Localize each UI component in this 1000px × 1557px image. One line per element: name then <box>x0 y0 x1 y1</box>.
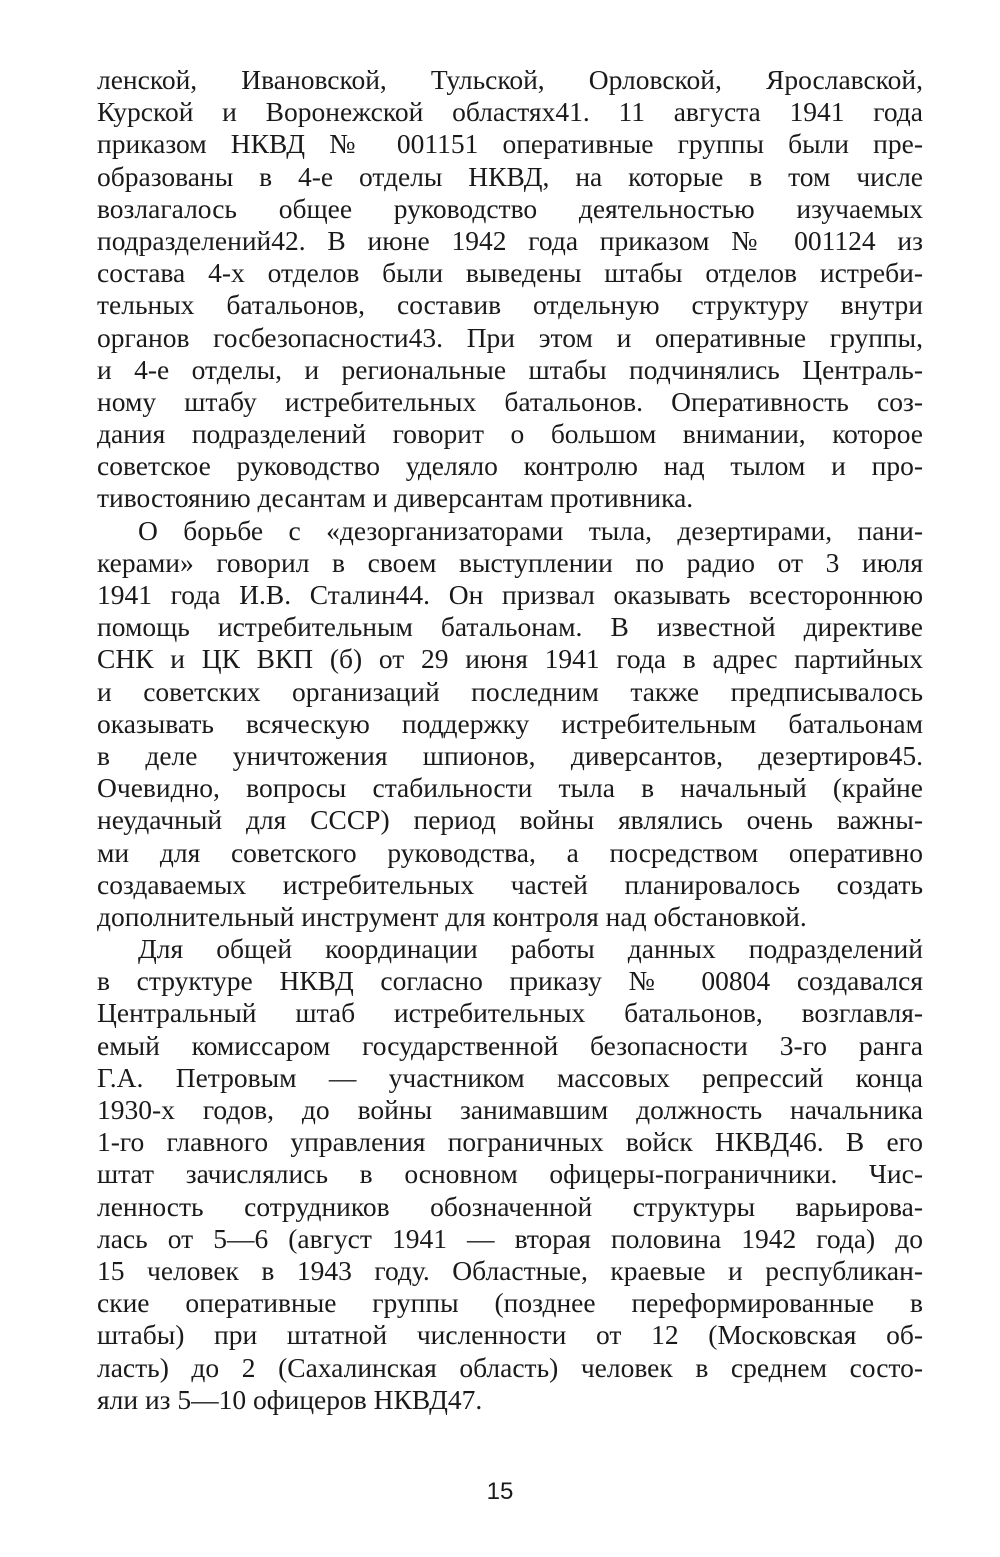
text-line: тивостоянию десантам и диверсантам противника. <box>97 482 694 514</box>
text-line: возлагалось общее руководство деятельностью изучаемых <box>97 192 923 224</box>
paragraph-1 <box>97 64 923 515</box>
text-line: емый комиссаром государственной безопасности 3-го ранга <box>97 1029 923 1061</box>
text-line: помощь истребительным батальонам. В известной директиве <box>97 611 923 643</box>
text-line: тельных батальонов, составив отдельную структуру внутри <box>97 289 923 321</box>
text-line: Центральный штаб истребительных батальонов, возглавля- <box>97 997 923 1029</box>
text-line: ми для советского руководства, а посредством оперативно <box>97 836 923 868</box>
text-line: Курской и Воронежской областях41. 11 августа 1941 года <box>97 96 923 128</box>
text-line: советское руководство уделяло контролю над тылом и про- <box>97 450 923 482</box>
text-line: в деле уничтожения шпионов, диверсантов, дезертиров45. <box>97 739 923 771</box>
text-line: и советских организаций последним также предписывалось <box>97 675 923 707</box>
text-line: ному штабу истребительных батальонов. Оперативность соз- <box>97 385 923 417</box>
text-line: неудачный для СССР) период войны являлись очень важны- <box>97 804 923 836</box>
text-line: и 4-е отделы, и региональные штабы подчинялись Централь- <box>97 353 923 385</box>
text-line: О борьбе с «дезорганизаторами тыла, дезертирами, пани- <box>138 514 923 546</box>
text-line: Г.А. Петровым — участником массовых репрессий конца <box>97 1061 923 1093</box>
text-line: подразделений42. В июне 1942 года приказом № 001124 из <box>97 224 923 256</box>
text-line: 1930-х годов, до войны занимавшим должность начальника <box>97 1094 923 1125</box>
text-line: штат зачислялись в основном офицеры-пограничники. Чис- <box>97 1158 923 1190</box>
text-line: дополнительный инструмент для контроля над обстановкой. <box>97 900 807 932</box>
text-line: Для общей координации работы данных подразделений <box>138 933 923 965</box>
text-line: 1-го главного управления пограничных войск НКВД46. В его <box>97 1126 923 1158</box>
text-line: СНК и ЦК ВКП (б) от 29 июня 1941 года в адрес партийных <box>97 643 923 675</box>
text-line: 1941 года И.В. Сталин44. Он призвал оказывать всестороннюю <box>97 579 923 610</box>
text-line: Очевидно, вопросы стабильности тыла в начальный (крайне <box>97 772 923 804</box>
paragraph-2 <box>97 515 923 933</box>
text-line: приказом НКВД № 001151 оперативные группы были пре- <box>97 128 923 160</box>
text-line: образованы в 4-е отделы НКВД, на которые в том числе <box>97 160 923 192</box>
text-line: ласть) до 2 (Сахалинская область) человек в среднем состо- <box>97 1351 923 1383</box>
text-line: яли из 5—10 офицеров НКВД47. <box>97 1383 483 1415</box>
text-line: в структуре НКВД согласно приказу № 00804 создавался <box>97 965 923 997</box>
text-line: органов госбезопасности43. При этом и оперативные группы, <box>97 321 923 353</box>
text-line: ские оперативные группы (позднее переформированные в <box>97 1287 923 1319</box>
text-line: 15 человек в 1943 году. Областные, краевые и республикан- <box>97 1254 923 1286</box>
text-line: оказывать всяческую поддержку истребительным батальонам <box>97 707 923 739</box>
paragraph-3 <box>97 933 923 1416</box>
text-line: лась от 5—6 (август 1941 — вторая половина 1942 года) до <box>97 1222 923 1254</box>
text-line: штабы) при штатной численности от 12 (Московская об- <box>97 1319 923 1351</box>
page-body <box>97 64 923 1416</box>
text-line: керами» говорил в своем выступлении по радио от 3 июля <box>97 546 923 578</box>
text-line: дания подразделений говорит о большом внимании, которое <box>97 418 923 450</box>
text-line: ленской, Ивановской, Тульской, Орловской, Ярославской, <box>97 64 923 95</box>
text-line: состава 4-х отделов были выведены штабы отделов истреби- <box>97 257 923 289</box>
text-line: создаваемых истребительных частей планировалось создать <box>97 868 923 900</box>
text-line: ленность сотрудников обозначенной структуры варьирова- <box>97 1190 923 1222</box>
page-number: 15 <box>486 1478 514 1505</box>
